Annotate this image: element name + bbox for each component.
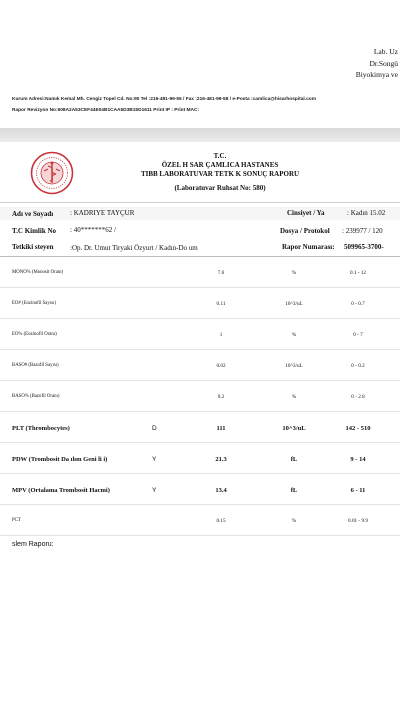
table-row-divider [0,287,400,288]
test-value: 0.02 [216,363,226,369]
requester-label: Tetkiki steyen [12,243,54,251]
test-flag: D [152,425,157,432]
institution-address: Kurum Adresi:Namık Kemal Mh. Cengiz Topel Cd. No:90 Tel :216-481-99-55 / Fax :216-481-99-58 / e-Posta :camlica@hisarhospital.com [12,97,316,102]
test-range: 0.01 - 9.9 [348,518,368,524]
test-value: 21.3 [215,456,227,463]
header-divider [0,202,400,203]
report-title: TIBB LABORATUVAR TETK K SONUÇ RAPORU [140,170,300,178]
test-value: 7.6 [217,270,225,276]
header-tc: T.C. [213,152,227,160]
test-name: EO# (Eozinofil Sayısı) [12,301,56,306]
report-revision: Rapor Revizyon No:608A2A53CEF44E04B1CAA5D3B15D1611 Print IP : Print MAC: [12,108,200,113]
test-range: 9 - 14 [350,456,366,463]
test-name: PLT (Thrombocytes) [12,425,70,432]
test-range: 0 - 7 [353,332,363,338]
lab-line-1: Lab. Uz [373,47,398,56]
lab-report-page [0,142,400,711]
table-row-divider [0,504,400,505]
test-name: PCT [12,518,21,523]
test-range: 0 - 0.2 [351,363,365,369]
test-name: BASO% (Bazofil Oranı) [12,394,60,399]
test-name: BASO# (Bazofil Sayısı) [12,363,59,368]
test-unit: fL [290,487,298,494]
patient-divider [0,256,400,257]
table-row-divider [0,349,400,350]
table-row-divider [0,380,400,381]
test-name: EO% (Eozinofil Oranı) [12,332,57,337]
table-row-divider [0,535,400,536]
test-name: MONO% (Monosit Oranı) [12,270,64,275]
report-number-value: 509965-3700- [344,243,384,251]
test-unit: % [291,394,297,400]
test-value: 13.4 [215,487,227,494]
hospital-name: ÖZEL H SAR ÇAMLICA HASTANES [161,161,279,169]
test-unit: fL [290,456,298,463]
test-flag: Y [152,487,157,494]
test-unit: % [291,270,297,276]
ministry-health-logo-icon [30,151,74,195]
lab-line-3: Biyokimya ve [355,70,398,79]
patient-name-label: Adı ve Soyadı [12,210,54,218]
file-protocol-label: Dosya / Protokol [280,227,330,235]
test-name: MPV (Ortalama Trombosit Hacmi) [12,487,110,494]
previous-page [0,0,400,128]
report-number-label: Rapor Numarası: [282,243,335,251]
table-row-divider [0,442,400,443]
footer-label: slem Raporu: [12,541,54,548]
test-value: 0.11 [216,301,226,307]
test-unit: 10^3/uL [282,425,306,432]
test-flag: Y [152,456,157,463]
requester-value: :Op. Dr. Umut Tiryaki Özyurt / Kadın-Do um [70,244,198,252]
test-range: 0.1 - 12 [350,270,366,276]
table-row-divider [0,411,400,412]
national-id-value: : 40*******62 / [70,226,116,234]
test-unit: % [291,518,297,524]
lab-line-2: Dr.Songü [369,59,398,68]
test-value: 0.2 [217,394,225,400]
test-range: 0 - 2.8 [351,394,365,400]
license-number: (Laboratuvar Ruhsat No: 580) [174,184,266,192]
file-protocol-value: : 239977 / 120 [342,227,383,235]
table-row-divider [0,318,400,319]
gender-age-value: : Kadın 15.02 [347,209,386,217]
test-range: 0 - 0.7 [351,301,365,307]
test-unit: 10^3/uL [285,301,303,307]
test-range: 142 - 510 [345,425,371,432]
test-value: 1 [219,332,223,338]
patient-row-bg [0,207,400,220]
test-unit: 10^3/uL [285,363,303,369]
national-id-label: T.C Kimlik No [12,227,57,235]
test-unit: % [291,332,297,338]
gender-age-label: Cinsiyet / Ya [287,209,325,217]
test-value: 0.15 [216,518,226,524]
test-range: 6 - 11 [350,487,366,494]
patient-name-value: : KADRIYE TAYÇUR [70,209,135,217]
page-separator [0,128,400,142]
table-row-divider [0,473,400,474]
test-name: PDW (Trombosit Da ılım Geni li i) [12,456,108,463]
test-value: 111 [216,425,226,432]
